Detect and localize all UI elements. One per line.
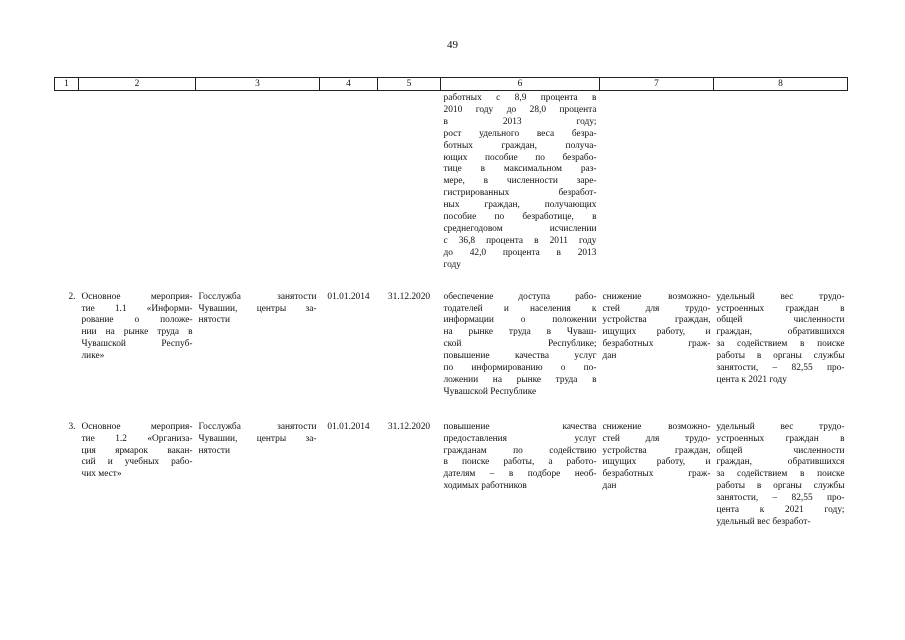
- text-line: среднегодовом исчислении: [443, 223, 597, 234]
- text-line: Основное мероприя-: [81, 291, 193, 302]
- text-line: ция ярмарок вакан-: [81, 445, 193, 456]
- text-line: общей численности: [716, 445, 845, 456]
- text-line: работы в органы службы: [716, 481, 845, 492]
- text-line: 2010 году до 28,0 процента: [443, 104, 597, 115]
- text-line: ищущих работу, и: [602, 457, 711, 468]
- text-line: цента к 2021 году: [716, 374, 787, 385]
- text-line: Чувашской Республике: [443, 386, 537, 397]
- text-line: гражданам по содействию: [443, 445, 597, 456]
- col-header-7: 7: [600, 78, 714, 91]
- col-header-1: 1: [55, 78, 79, 91]
- text-line: дателям – в подборе необ-: [443, 469, 597, 480]
- start-date-cell: 01.01.2014: [327, 291, 370, 302]
- text-line: устройства граждан,: [602, 445, 711, 456]
- text-line: работы в органы службы: [716, 351, 845, 362]
- text-line: рост удельного веса безра-: [443, 128, 597, 139]
- text-line: снижение возможно-: [602, 421, 711, 432]
- text-line: безработных граж-: [602, 339, 711, 350]
- col-header-3: 3: [196, 78, 320, 91]
- text-line: дан: [602, 351, 617, 362]
- text-line: ской Республике;: [443, 339, 597, 350]
- text-line: общей численности: [716, 315, 845, 326]
- result-cell: [441, 421, 600, 529]
- result-cell: [441, 290, 600, 421]
- text-line: за содействием в поиске: [716, 339, 845, 350]
- text-line: чих мест»: [81, 469, 122, 480]
- text-line: ботных граждан, получа-: [443, 140, 597, 151]
- indicators-cell: [714, 290, 848, 421]
- text-line: гистрированных безработ-: [443, 188, 597, 199]
- text-line: ющих пособие по безрабо-: [443, 152, 597, 163]
- col-header-5: 5: [378, 78, 441, 91]
- continuation-result-cell: [441, 91, 600, 290]
- table-row: [55, 290, 848, 421]
- col-header-2: 2: [79, 78, 196, 91]
- end-date-cell: 31.12.2020: [387, 291, 431, 302]
- text-line: на рынке труда в Чуваш-: [443, 327, 597, 338]
- text-line: сий и учебных рабо-: [81, 457, 193, 468]
- text-line: устроенных граждан в: [716, 433, 845, 444]
- text-line: дан: [602, 481, 617, 492]
- indicators-cell: [714, 421, 848, 529]
- text-line: пособие по безработице, в: [443, 212, 597, 223]
- text-line: занятости, – 82,55 про-: [716, 363, 845, 374]
- consequences-cell: [600, 421, 714, 529]
- text-line: повышение качества: [443, 421, 597, 432]
- measure-name-cell: [79, 290, 196, 421]
- text-line: ных граждан, получающих: [443, 200, 597, 211]
- text-line: Госслужба занятости: [198, 421, 317, 432]
- executor-cell: [196, 421, 320, 529]
- text-line: устроенных граждан в: [716, 303, 845, 314]
- measures-table: [54, 77, 848, 529]
- text-line: стей для трудо-: [602, 303, 711, 314]
- text-line: стей для трудо-: [602, 433, 711, 444]
- text-line: Основное мероприя-: [81, 421, 193, 432]
- text-line: нятости: [198, 315, 230, 326]
- text-line: тие 1.1 «Информи-: [81, 303, 193, 314]
- text-line: за содействием в поиске: [716, 469, 845, 480]
- end-date-cell: 31.12.2020: [387, 421, 431, 432]
- text-line: безработных граж-: [602, 469, 711, 480]
- page-number: 49: [447, 39, 458, 51]
- text-line: тодателей и населения к: [443, 303, 597, 314]
- text-line: Госслужба занятости: [198, 291, 317, 302]
- row-number: 3.: [68, 421, 76, 432]
- text-line: информации о положении: [443, 315, 597, 326]
- text-line: нии на рынке труда в: [81, 327, 193, 338]
- executor-cell: [196, 290, 320, 421]
- text-line: ищущих работу, и: [602, 327, 711, 338]
- text-line: граждан, обратившихся: [716, 327, 845, 338]
- text-line: обеспечение доступа рабо-: [443, 291, 597, 302]
- text-line: нятости: [198, 445, 230, 456]
- start-date-cell: 01.01.2014: [327, 421, 370, 432]
- text-line: с 36,8 процента в 2011 году: [443, 235, 597, 246]
- col-header-4: 4: [320, 78, 378, 91]
- text-line: удельный вес трудо-: [716, 291, 845, 302]
- text-line: рование о положе-: [81, 315, 193, 326]
- text-line: удельный вес трудо-: [716, 421, 845, 432]
- text-line: тице в максимальном раз-: [443, 164, 597, 175]
- text-line: предоставления услуг: [443, 433, 597, 444]
- table-row-continuation: [55, 91, 848, 290]
- text-line: тие 1.2 «Организа-: [81, 433, 193, 444]
- table-row: [55, 421, 848, 529]
- measure-name-cell: [79, 421, 196, 529]
- text-line: Чувашии, центры за-: [198, 433, 317, 444]
- text-line: ходимых работников: [443, 481, 527, 492]
- text-line: Чувашской Респуб-: [81, 339, 193, 350]
- col-header-8: 8: [714, 78, 848, 91]
- text-line: работных с 8,9 процента в: [443, 93, 597, 103]
- text-line: повышение качества услуг: [443, 351, 597, 362]
- text-line: ложении на рынке труда в: [443, 374, 597, 385]
- row-number: 2.: [68, 291, 76, 302]
- text-line: снижение возможно-: [602, 291, 711, 302]
- consequences-cell: [600, 290, 714, 421]
- text-line: в поиске работы, а работо-: [443, 457, 597, 468]
- text-line: удельный вес безработ-: [716, 517, 811, 527]
- table-header-row: [55, 78, 848, 91]
- text-line: Чувашии, центры за-: [198, 303, 317, 314]
- text-line: мере, в численности заре-: [443, 176, 597, 187]
- text-line: в 2013 году;: [443, 116, 597, 127]
- text-line: году: [443, 259, 461, 270]
- text-line: цента к 2021 году;: [716, 505, 845, 516]
- col-header-6: 6: [441, 78, 600, 91]
- text-line: устройства граждан,: [602, 315, 711, 326]
- text-line: лике»: [81, 351, 105, 362]
- text-line: до 42,0 процента в 2013: [443, 247, 597, 258]
- text-line: по информированию о по-: [443, 363, 597, 374]
- text-line: занятости, – 82,55 про-: [716, 493, 845, 504]
- text-line: граждан, обратившихся: [716, 457, 845, 468]
